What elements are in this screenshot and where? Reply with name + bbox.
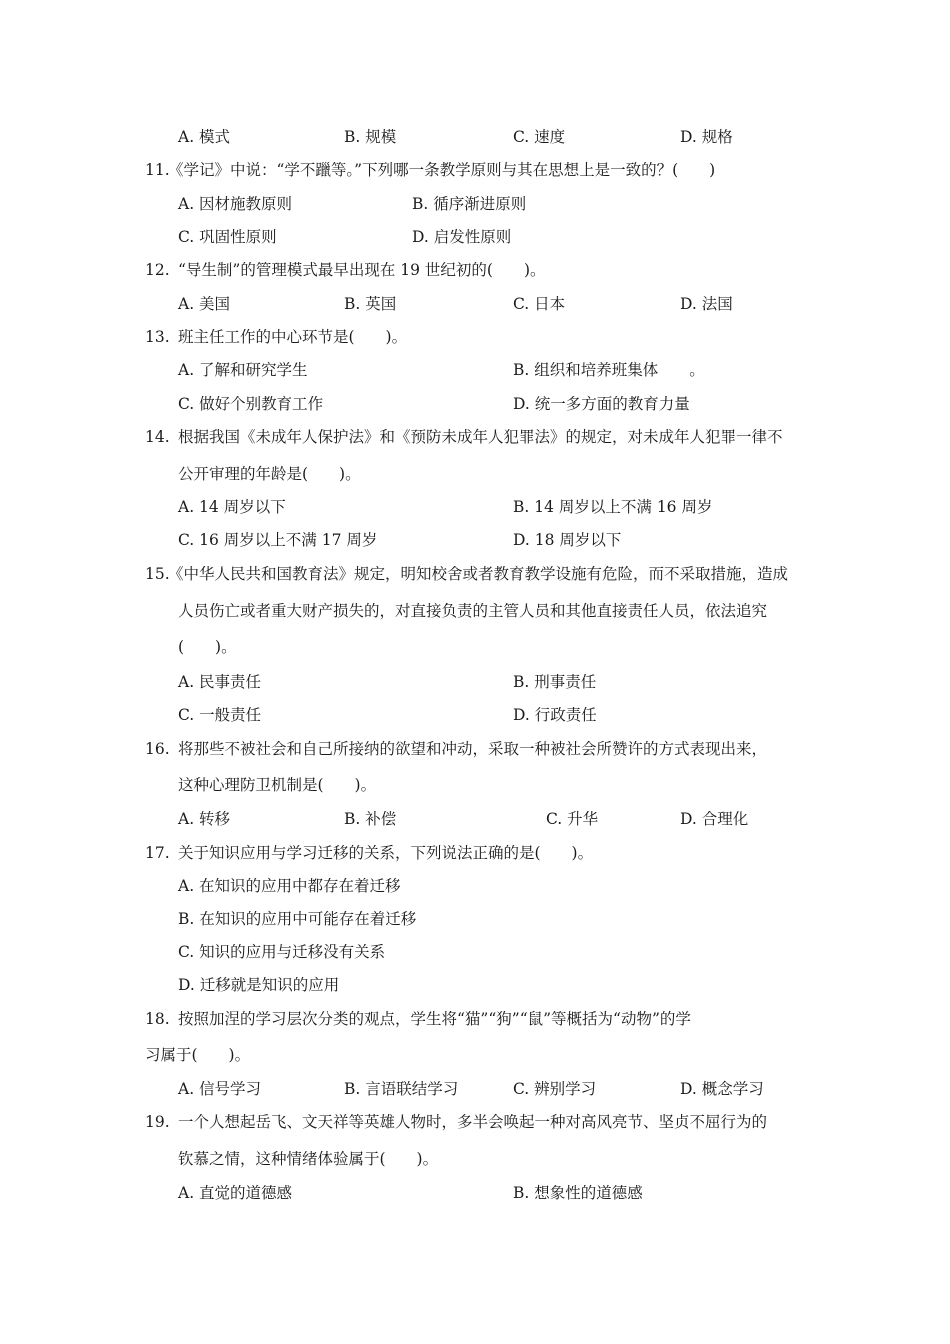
q11-option-d: D. 启发性原则 <box>412 228 512 246</box>
q13-text: 班主任工作的中心环节是( )。 <box>178 328 408 346</box>
q14-option-b: B. 14 周岁以上不满 16 周岁 <box>513 498 713 516</box>
q18-option-c: C. 辨别学习 <box>513 1080 597 1098</box>
q12-option-a: A. 美国 <box>178 295 231 313</box>
q15-option-d: D. 行政责任 <box>513 706 597 724</box>
q17-option-d: D. 迁移就是知识的应用 <box>178 976 340 994</box>
q13-option-c: C. 做好个别教育工作 <box>178 395 324 413</box>
q11-text: 《学记》中说：“学不躐等。”下列哪一条教学原则与其在思想上是一致的？( ) <box>168 161 716 179</box>
q18-text-line1: 按照加涅的学习层次分类的观点，学生将“猫”“狗”“鼠”等概括为“动物”的学 <box>178 1010 691 1028</box>
q12-option-c: C. 日本 <box>513 295 566 313</box>
q19-text-line2: 钦慕之情，这种情绪体验属于( )。 <box>178 1150 439 1168</box>
q12-text: “导生制”的管理模式最早出现在 19 世纪初的( )。 <box>178 261 546 279</box>
q12-option-b: B. 英国 <box>344 295 397 313</box>
q11-option-b: B. 循序渐进原则 <box>412 195 527 213</box>
q14-text-line1: 根据我国《未成年人保护法》和《预防未成年人犯罪法》的规定，对未成年人犯罪一律不 <box>178 428 783 446</box>
q13-option-a: A. 了解和研究学生 <box>178 361 308 379</box>
q17-option-c: C. 知识的应用与迁移没有关系 <box>178 943 386 961</box>
q10-option-c: C. 速度 <box>513 128 566 146</box>
q18-option-b: B. 言语联结学习 <box>344 1080 459 1098</box>
q10-option-d: D. 规格 <box>680 128 733 146</box>
q19-option-a: A. 直觉的道德感 <box>178 1184 293 1202</box>
q17-option-b: B. 在知识的应用中可能存在着迁移 <box>178 910 417 928</box>
q11-option-c: C. 巩固性原则 <box>178 228 277 246</box>
q14-option-c: C. 16 周岁以上不满 17 周岁 <box>178 531 378 549</box>
q18-number: 18. <box>145 1010 170 1028</box>
q16-option-a: A. 转移 <box>178 810 231 828</box>
q15-text-line1: 《中华人民共和国教育法》规定，明知校舍或者教育教学设施有危险，而不采取措施，造成 <box>168 565 789 583</box>
q18-option-a: A. 信号学习 <box>178 1080 262 1098</box>
q12-number: 12. <box>145 261 170 279</box>
q19-number: 19. <box>145 1113 170 1131</box>
q14-option-a: A. 14 周岁以下 <box>178 498 286 516</box>
q16-text-line1: 将那些不被社会和自己所接纳的欲望和冲动，采取一种被社会所赞许的方式表现出来， <box>178 740 768 758</box>
q16-option-b: B. 补偿 <box>344 810 397 828</box>
q15-option-a: A. 民事责任 <box>178 673 262 691</box>
q19-text-line1: 一个人想起岳飞、文天祥等英雄人物时，多半会唤起一种对高风亮节、坚贞不屈行为的 <box>178 1113 768 1131</box>
q15-text-line2: 人员伤亡或者重大财产损失的，对直接负责的主管人员和其他直接责任人员，依法追究 <box>178 602 768 620</box>
q18-option-d: D. 概念学习 <box>680 1080 764 1098</box>
q16-number: 16. <box>145 740 170 758</box>
q13-number: 13. <box>145 328 170 346</box>
q15-text-line3: ( )。 <box>178 638 237 656</box>
q14-number: 14. <box>145 428 170 446</box>
q10-option-a: A. 模式 <box>178 128 231 146</box>
q11-option-a: A. 因材施教原则 <box>178 195 293 213</box>
q12-option-d: D. 法国 <box>680 295 733 313</box>
q15-number: 15. <box>145 565 170 583</box>
q17-text: 关于知识应用与学习迁移的关系，下列说法正确的是( )。 <box>178 844 594 862</box>
q14-text-line2: 公开审理的年龄是( )。 <box>178 465 361 483</box>
q13-option-b: B. 组织和培养班集体 。 <box>513 361 705 379</box>
q14-option-d: D. 18 周岁以下 <box>513 531 622 549</box>
q11-number: 11. <box>145 161 170 179</box>
q16-option-c: C. 升华 <box>546 810 599 828</box>
q16-option-d: D. 合理化 <box>680 810 749 828</box>
q19-option-b: B. 想象性的道德感 <box>513 1184 643 1202</box>
q10-option-b: B. 规模 <box>344 128 397 146</box>
q16-text-line2: 这种心理防卫机制是( )。 <box>178 776 377 794</box>
q17-number: 17. <box>145 844 170 862</box>
q15-option-c: C. 一般责任 <box>178 706 262 724</box>
q18-text-line2: 习属于( )。 <box>145 1046 251 1064</box>
q15-option-b: B. 刑事责任 <box>513 673 597 691</box>
q13-option-d: D. 统一多方面的教育力量 <box>513 395 690 413</box>
q17-option-a: A. 在知识的应用中都存在着迁移 <box>178 877 401 895</box>
